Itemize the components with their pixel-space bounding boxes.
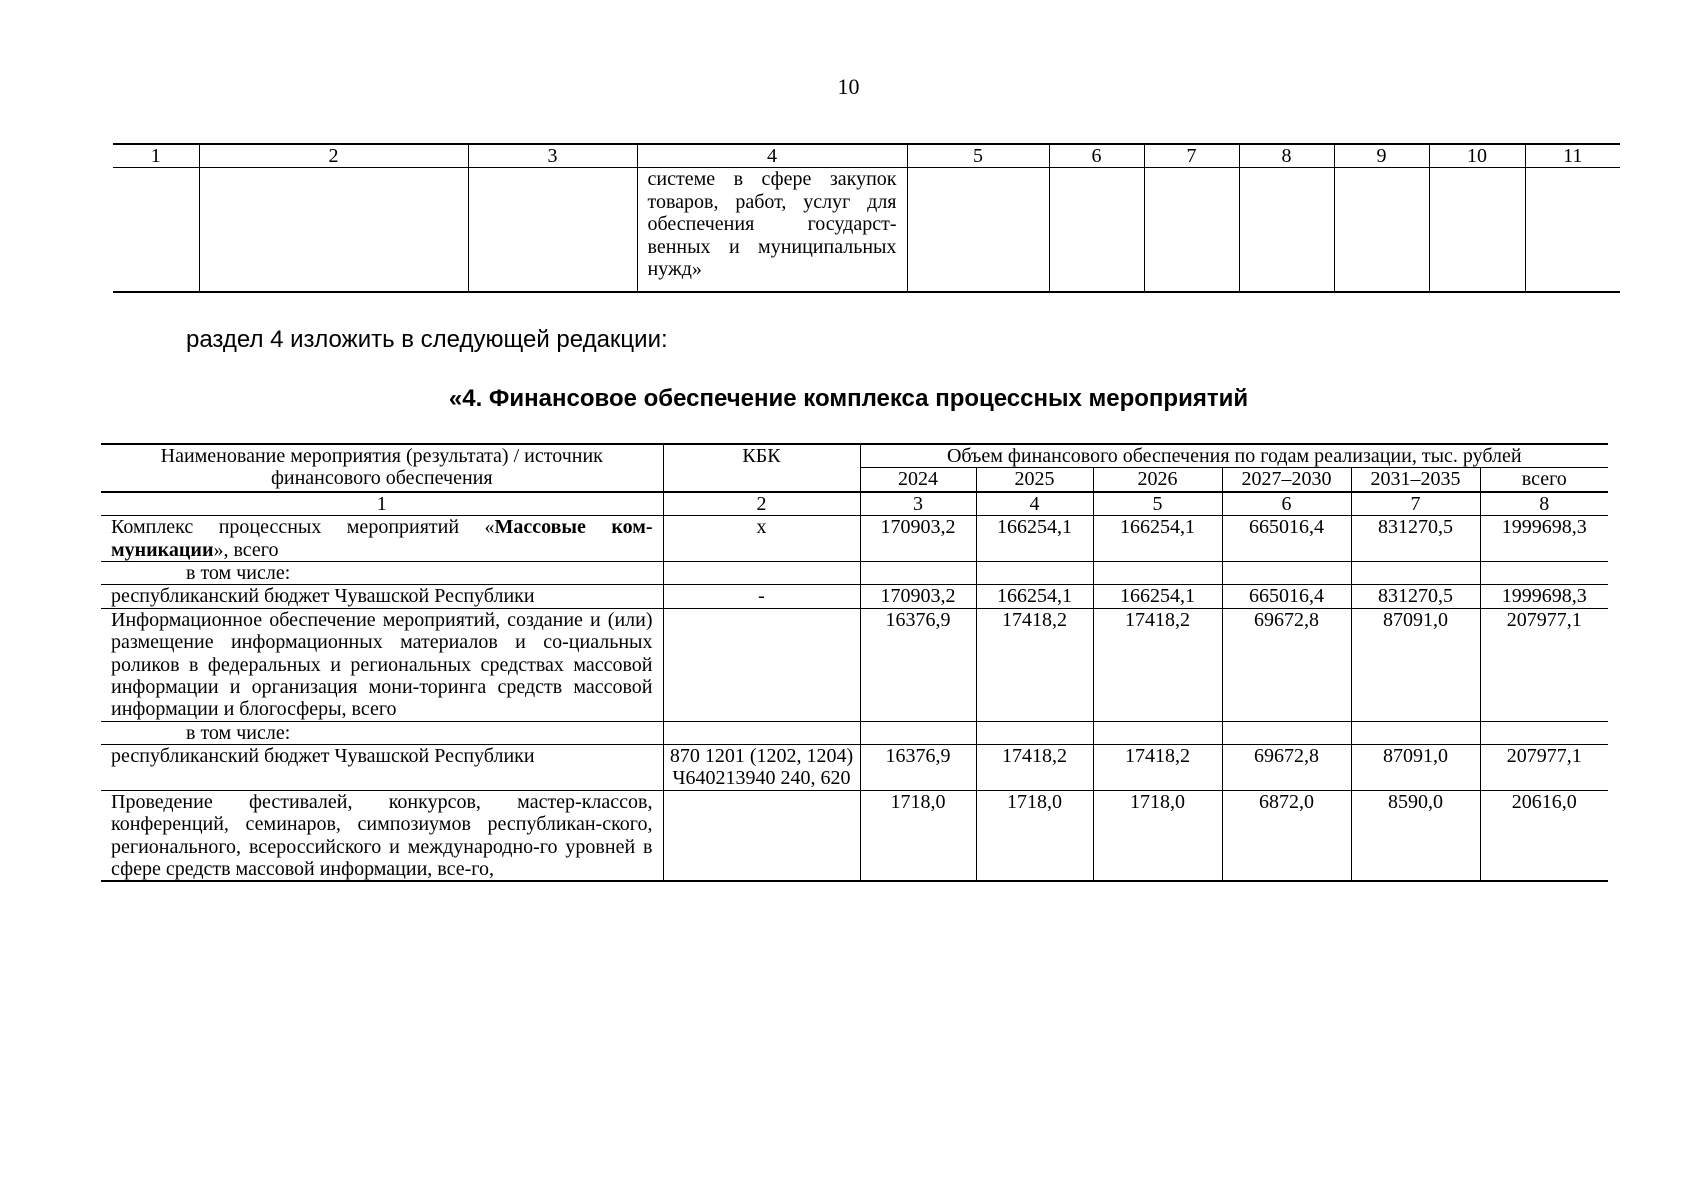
table-cell <box>663 561 860 584</box>
header-year: 2025 <box>976 468 1093 492</box>
table-cell <box>907 168 1049 293</box>
table-cell <box>1093 721 1222 744</box>
column-number: 1 <box>101 492 663 516</box>
clause-text: системе в сфере закупок товаров, работ, услуг для обеспечения государст-венных и муниципальных нужд» <box>637 168 907 293</box>
table-cell <box>663 721 860 744</box>
row-kbk: 870 1201 (1202, 1204) Ч640213940 240, 620 <box>663 745 860 791</box>
row-value: 87091,0 <box>1351 608 1480 721</box>
column-number-row <box>113 144 1620 168</box>
table-row <box>101 516 1608 562</box>
row-name: республиканский бюджет Чувашской Республики <box>101 745 663 791</box>
header-year: 2026 <box>1093 468 1222 492</box>
table-cell <box>976 561 1093 584</box>
row-value: 1718,0 <box>976 790 1093 881</box>
column-number: 4 <box>637 144 907 168</box>
row-value: 207977,1 <box>1480 608 1608 721</box>
table-row <box>101 745 1608 791</box>
column-number: 3 <box>860 492 976 516</box>
table-cell <box>1093 561 1222 584</box>
table-cell <box>1334 168 1429 293</box>
row-name: Информационное обеспечение мероприятий, создание и (или) размещение информационных материалов и со-циальных роликов в федеральных и региональных средствах массовой информации и организация мони-торинга средств массовой информации и блогосферы, всего <box>101 608 663 721</box>
table-row <box>101 608 1608 721</box>
header-kbk: КБК <box>663 444 860 492</box>
row-kbk: - <box>663 585 860 608</box>
column-number: 2 <box>663 492 860 516</box>
row-value: 17418,2 <box>1093 608 1222 721</box>
previous-table-continuation <box>113 143 1620 293</box>
section-title: «4. Финансовое обеспечение комплекса процессных мероприятий <box>448 385 1249 412</box>
table-cell <box>1222 721 1351 744</box>
row-value: 166254,1 <box>976 585 1093 608</box>
row-name <box>101 516 663 562</box>
table-cell <box>1049 168 1144 293</box>
table-cell <box>1144 168 1239 293</box>
row-value: 69672,8 <box>1222 745 1351 791</box>
finance-table <box>101 443 1608 882</box>
column-number: 10 <box>1429 144 1525 168</box>
table-row <box>101 561 1608 584</box>
row-value: 6872,0 <box>1222 790 1351 881</box>
table-cell <box>199 168 468 293</box>
row-kbk <box>663 608 860 721</box>
row-value: 8590,0 <box>1351 790 1480 881</box>
row-value: 17418,2 <box>976 745 1093 791</box>
row-value: 16376,9 <box>860 608 976 721</box>
row-value: 87091,0 <box>1351 745 1480 791</box>
table-cell <box>1429 168 1525 293</box>
column-number: 9 <box>1334 144 1429 168</box>
amendment-instruction: раздел 4 изложить в следующей редакции: <box>186 326 668 353</box>
column-number: 6 <box>1049 144 1144 168</box>
row-kbk: х <box>663 516 860 562</box>
row-value: 69672,8 <box>1222 608 1351 721</box>
header-volume: Объем финансового обеспечения по годам реализации, тыс. рублей <box>860 444 1608 468</box>
row-name: Проведение фестивалей, конкурсов, мастер-классов, конференций, семинаров, симпозиумов республикан-ского, регионального, всероссийского и международно-го уровней в сфере средств массовой информации, все-го, <box>101 790 663 881</box>
column-number: 3 <box>468 144 637 168</box>
column-number: 7 <box>1351 492 1480 516</box>
row-value: 16376,9 <box>860 745 976 791</box>
table-cell <box>1525 168 1620 293</box>
row-kbk <box>663 790 860 881</box>
row-name-bold: Массовые ком-муникации <box>111 516 653 561</box>
row-value: 17418,2 <box>976 608 1093 721</box>
column-number: 8 <box>1480 492 1608 516</box>
column-number: 8 <box>1239 144 1334 168</box>
column-number: 5 <box>1093 492 1222 516</box>
row-value: 1718,0 <box>1093 790 1222 881</box>
row-value: 170903,2 <box>860 516 976 562</box>
table-cell <box>1239 168 1334 293</box>
table-cell <box>860 721 976 744</box>
column-number: 1 <box>113 144 199 168</box>
header-row <box>101 444 1608 468</box>
column-number: 5 <box>907 144 1049 168</box>
column-number-row <box>101 492 1608 516</box>
header-year: всего <box>1480 468 1608 492</box>
table-row <box>113 168 1620 293</box>
table-cell <box>860 561 976 584</box>
row-value: 17418,2 <box>1093 745 1222 791</box>
row-name-prefix: Комплекс процессных мероприятий « <box>111 516 495 539</box>
table-row <box>101 790 1608 881</box>
row-value: 1999698,3 <box>1480 585 1608 608</box>
row-value: 207977,1 <box>1480 745 1608 791</box>
table-cell <box>1351 561 1480 584</box>
table-cell <box>1222 561 1351 584</box>
column-number: 11 <box>1525 144 1620 168</box>
row-value: 170903,2 <box>860 585 976 608</box>
column-number: 2 <box>199 144 468 168</box>
page-number: 10 <box>837 74 860 99</box>
header-year: 2031–2035 <box>1351 468 1480 492</box>
table-cell <box>1480 561 1608 584</box>
row-value: 831270,5 <box>1351 516 1480 562</box>
row-value: 665016,4 <box>1222 585 1351 608</box>
row-name: в том числе: <box>101 561 663 584</box>
table-row <box>101 585 1608 608</box>
column-number: 4 <box>976 492 1093 516</box>
row-value: 1999698,3 <box>1480 516 1608 562</box>
row-value: 20616,0 <box>1480 790 1608 881</box>
table-cell <box>113 168 199 293</box>
row-value: 166254,1 <box>1093 516 1222 562</box>
header-year: 2027–2030 <box>1222 468 1351 492</box>
row-value: 831270,5 <box>1351 585 1480 608</box>
row-value: 1718,0 <box>860 790 976 881</box>
row-name: республиканский бюджет Чувашской Республики <box>101 585 663 608</box>
table-cell <box>468 168 637 293</box>
table-cell <box>976 721 1093 744</box>
table-cell <box>1480 721 1608 744</box>
column-number: 7 <box>1144 144 1239 168</box>
row-value: 665016,4 <box>1222 516 1351 562</box>
header-year: 2024 <box>860 468 976 492</box>
row-name: в том числе: <box>101 721 663 744</box>
table-row <box>101 721 1608 744</box>
row-name-suffix: », всего <box>213 538 279 561</box>
header-name: Наименование мероприятия (результата) / источник финансового обеспечения <box>101 444 663 492</box>
row-value: 166254,1 <box>976 516 1093 562</box>
column-number: 6 <box>1222 492 1351 516</box>
table-cell <box>1351 721 1480 744</box>
row-value: 166254,1 <box>1093 585 1222 608</box>
